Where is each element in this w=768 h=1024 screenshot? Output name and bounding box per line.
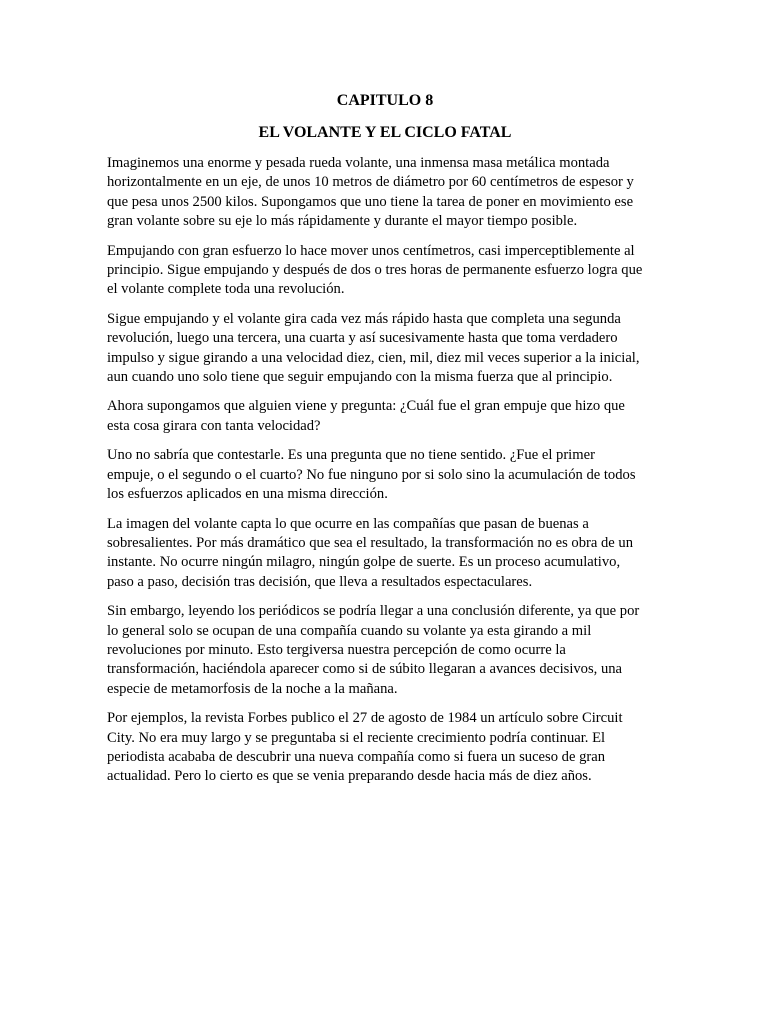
paragraph bbox=[107, 397, 663, 436]
paragraph-line: impulso y sigue girando a una velocidad diez, cien, mil, diez mil veces superior a la inicial, bbox=[107, 349, 640, 366]
paragraph-line: Sin embargo, leyendo los periódicos se podría llegar a una conclusión diferente, ya que por bbox=[107, 603, 640, 620]
paragraph-line: especie de metamorfosis de la noche a la mañana. bbox=[107, 680, 398, 697]
paragraph-line: Ahora supongamos que alguien viene y pregunta: ¿Cuál fue el gran empuje que hizo que bbox=[107, 398, 625, 415]
paragraph bbox=[107, 154, 663, 232]
paragraph-line: instante. No ocurre ningún milagro, ningún golpe de suerte. Es un proceso acumulativo, bbox=[107, 554, 621, 571]
paragraph-line: La imagen del volante capta lo que ocurre en las compañías que pasan de buenas a bbox=[107, 515, 589, 532]
paragraph-line: City. No era muy largo y se preguntaba si el reciente crecimiento podría continuar. El bbox=[107, 729, 606, 746]
paragraph-line: transformación, haciéndola aparecer como si de súbito llegaran a avances decisivos, una bbox=[107, 661, 623, 678]
paragraph bbox=[107, 446, 663, 504]
paragraph-line: horizontalmente en un eje, de unos 10 metros de diámetro por 60 centímetros de espesor y bbox=[107, 174, 634, 191]
paragraph-line: Imaginemos una enorme y pesada rueda volante, una inmensa masa metálica montada bbox=[107, 155, 610, 171]
paragraph-line: paso a paso, decisión tras decisión, que lleva a resultados espectaculares. bbox=[107, 573, 533, 590]
paragraph-line: empuje, o el segundo o el cuarto? No fue ninguno por si solo sino la acumulación de todos bbox=[107, 466, 636, 483]
paragraph-line: que pesa unos 2500 kilos. Supongamos que uno tiene la tarea de poner en movimiento ese bbox=[107, 193, 634, 210]
paragraph bbox=[107, 310, 663, 388]
paragraph bbox=[107, 242, 663, 300]
chapter-title: EL VOLANTE Y EL CICLO FATAL bbox=[258, 124, 512, 141]
paragraph-line: actualidad. Pero lo cierto es que se venia preparando desde hacia más de diez años. bbox=[107, 768, 592, 785]
document-content bbox=[107, 90, 663, 797]
body-text bbox=[107, 154, 663, 787]
paragraph-line: Sigue empujando y el volante gira cada vez más rápido hasta que completa una segunda bbox=[107, 310, 621, 327]
chapter-number: CAPITULO 8 bbox=[336, 92, 434, 109]
paragraph bbox=[107, 602, 663, 699]
paragraph bbox=[107, 709, 663, 787]
paragraph-line: principio. Sigue empujando y después de dos o tres horas de permanente esfuerzo logra que bbox=[107, 262, 643, 279]
paragraph-line: revolución, luego una tercera, una cuarta y así sucesivamente hasta que toma verdadero bbox=[107, 330, 618, 347]
paragraph-line: Uno no sabría que contestarle. Es una pregunta que no tiene sentido. ¿Fue el primer bbox=[107, 447, 595, 464]
paragraph-line: el volante complete toda una revolución. bbox=[107, 281, 345, 298]
paragraph-line: Empujando con gran esfuerzo lo hace mover unos centímetros, casi imperceptiblemente al bbox=[107, 242, 635, 259]
paragraph-line: lo general solo se ocupan de una compañía cuando su volante ya esta girando a mil bbox=[107, 622, 592, 639]
paragraph-line: Por ejemplos, la revista Forbes publico el 27 de agosto de 1984 un artículo sobre Circuit bbox=[107, 710, 623, 727]
paragraph bbox=[107, 515, 663, 593]
paragraph-line: esta cosa girara con tanta velocidad? bbox=[107, 417, 321, 434]
paragraph-line: aun cuando uno solo tiene que seguir empujando con la misma fuerza que al principio. bbox=[107, 369, 613, 386]
paragraph-line: los esfuerzos aplicados en una misma dirección. bbox=[107, 486, 388, 503]
paragraph-line: periodista acababa de descubrir una nueva compañía como si fuera un suceso de gran bbox=[107, 748, 606, 765]
paragraph-line: revoluciones por minuto. Esto tergiversa nuestra percepción de como ocurre la bbox=[107, 641, 566, 658]
paragraph-line: gran volante sobre su eje lo más rápidamente y durante el mayor tiempo posible. bbox=[107, 213, 578, 230]
paragraph-line: sobresalientes. Por más dramático que sea el resultado, la transformación no es obra de un bbox=[107, 534, 634, 551]
